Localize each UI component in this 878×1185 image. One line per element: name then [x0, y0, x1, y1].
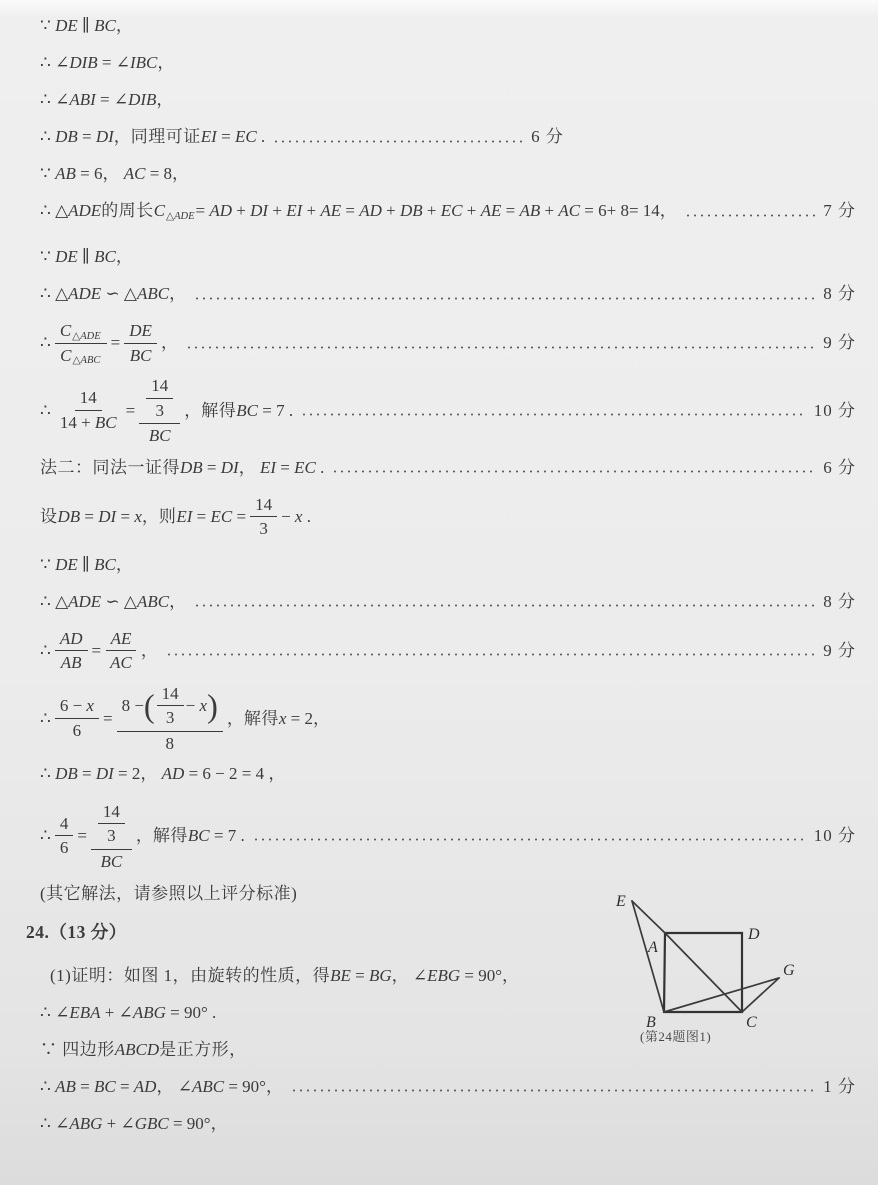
- dots-leader: [194, 604, 815, 607]
- math-text: =: [102, 708, 113, 728]
- cjk-text: 解得: [243, 708, 279, 728]
- math-text: =: [91, 641, 102, 661]
- math-text: =: [125, 400, 136, 420]
- cjk-text: ∵ 四边形: [40, 1039, 115, 1059]
- dots-leader: [291, 1089, 815, 1092]
- solution-line: [40, 590, 856, 614]
- math-text: 4: [59, 813, 69, 833]
- vertex-label-E: E: [616, 893, 626, 910]
- vertex-label-A: A: [648, 939, 658, 956]
- fraction-denominator: [55, 411, 122, 433]
- vertex-label-D: D: [748, 926, 760, 943]
- math-text: 8 −: [121, 696, 144, 716]
- math-text: ∴ AB = BC = AD， ∠ABC = 90°，: [40, 1076, 283, 1096]
- cjk-text: (1)证明：如图 1，由旋转的性质，得: [50, 965, 331, 985]
- fraction-numerator: [117, 683, 223, 732]
- math-text: ，: [160, 333, 178, 353]
- subscript: △ADE: [72, 330, 101, 342]
- fraction-numerator: [124, 321, 157, 344]
- cjk-text: 解得: [201, 400, 237, 420]
- fraction: [146, 376, 173, 420]
- math-text: C: [59, 321, 72, 340]
- math-text: BE = BG， ∠EBG = 90°，: [330, 965, 520, 985]
- fraction-denominator: [151, 399, 170, 421]
- math-text: ∴: [40, 826, 51, 846]
- fraction-denominator: [105, 651, 137, 673]
- math-text: BC: [100, 851, 123, 871]
- vertex-label-G: G: [783, 962, 795, 979]
- math-text: ，: [226, 708, 244, 728]
- fraction-numerator: [106, 629, 137, 652]
- math-text: ∵ DE ∥ BC，: [40, 247, 133, 267]
- math-text: 6: [59, 838, 69, 858]
- fraction-numerator: [98, 802, 125, 825]
- fraction: [124, 321, 157, 365]
- math-text: ABCD: [114, 1039, 160, 1059]
- math-text: BC = 7 .: [187, 826, 245, 846]
- cjk-text: 同理可证: [130, 127, 201, 147]
- subscript: △ADE: [166, 211, 195, 223]
- solution-line: [40, 282, 856, 306]
- score-label: 10 分: [813, 400, 856, 420]
- fraction-numerator: [139, 375, 180, 424]
- math-text: EI = EC =: [176, 507, 247, 527]
- vertex-label-C: C: [746, 1014, 757, 1031]
- fraction-denominator: [55, 344, 106, 366]
- score-label: 8 分: [823, 592, 856, 612]
- math-text: AD: [59, 628, 83, 648]
- solution-line: [40, 553, 856, 577]
- figure-caption: (第24题图1): [640, 1029, 712, 1044]
- math-text: − x .: [281, 507, 311, 527]
- fraction-denominator: [161, 706, 180, 728]
- fraction-denominator: [55, 836, 74, 858]
- fraction-denominator: [96, 850, 128, 872]
- fraction-numerator: [250, 495, 277, 518]
- math-text: = AD + DI + EI + AE = AD + DB + EC + AE = AB + AC = 6+ 8= 14，: [195, 201, 677, 221]
- fraction-denominator: [56, 651, 87, 673]
- fraction-numerator: [91, 801, 132, 850]
- math-text: ∴: [40, 333, 51, 353]
- dots-leader: [253, 838, 806, 841]
- dots-leader: [186, 346, 815, 349]
- math-text: 6: [72, 720, 82, 740]
- fraction-denominator: [102, 824, 121, 846]
- fraction-denominator: [68, 719, 87, 741]
- math-text: ∵ DE ∥ BC，: [40, 555, 133, 575]
- fraction: [98, 802, 125, 846]
- fraction-denominator: [125, 344, 157, 366]
- paren-group: [144, 683, 218, 729]
- math-text: 6 − x: [59, 696, 94, 716]
- math-text: =: [77, 826, 87, 846]
- solution-line: [40, 493, 856, 541]
- score-label: 9 分: [823, 641, 856, 661]
- math-text: ∴ DB = DI，: [40, 127, 131, 147]
- cjk-text: (其它解法，请参照以上评分标准): [40, 883, 298, 903]
- score-label: 10 分: [813, 826, 856, 846]
- subscript: △ABC: [72, 355, 101, 367]
- math-text: DB = DI = x，: [57, 507, 159, 527]
- math-text: C: [153, 201, 166, 221]
- math-text: ∴ ∠DIB = ∠IBC，: [40, 53, 175, 73]
- math-text: ∴ ∠ABI = ∠DIB，: [40, 90, 174, 110]
- math-text: C: [60, 345, 72, 365]
- solution-line: [40, 762, 856, 786]
- math-text: ∴: [40, 641, 51, 661]
- math-text: 3: [107, 826, 116, 846]
- fraction: [55, 388, 122, 432]
- math-text: 8: [165, 734, 174, 754]
- solution-line: [40, 799, 856, 874]
- solution-line: [40, 14, 856, 38]
- fraction-denominator: [254, 517, 273, 539]
- fraction: [139, 375, 180, 446]
- vertex-label-B: B: [646, 1014, 656, 1031]
- math-text: AB: [60, 653, 82, 673]
- math-text: 14 + BC: [59, 412, 117, 432]
- math-text: ∵ DE ∥ BC，: [40, 16, 133, 36]
- fraction: [55, 629, 88, 673]
- dots-leader: [166, 653, 815, 656]
- math-text: ，: [135, 826, 153, 846]
- math-text: DE: [129, 321, 152, 340]
- cjk-text: 的周长: [101, 201, 154, 221]
- math-text: ，: [140, 641, 158, 661]
- math-text: BC: [148, 426, 171, 446]
- score-label: 9 分: [823, 333, 856, 353]
- solution-line: [40, 88, 856, 112]
- math-text: =: [110, 333, 121, 353]
- fraction: [105, 629, 137, 673]
- math-text: BC = 7 .: [236, 400, 294, 420]
- solution-line: [40, 162, 856, 186]
- solution-line: [40, 1111, 856, 1135]
- fraction: [117, 683, 223, 754]
- score-label: 6 分: [531, 127, 564, 147]
- cjk-text: 解得: [152, 826, 188, 846]
- math-text: ∴ ∠ABG + ∠GBC = 90°，: [40, 1113, 228, 1133]
- solution-line: [40, 1074, 856, 1098]
- fraction-numerator: [55, 629, 88, 652]
- math-text: 14: [102, 801, 120, 821]
- score-label: 1 分: [823, 1076, 856, 1096]
- fraction-numerator: [55, 814, 74, 837]
- math-text: ∴: [40, 400, 51, 420]
- fraction: [55, 696, 99, 740]
- score-label: 6 分: [823, 458, 856, 478]
- dots-leader: [273, 140, 523, 143]
- fraction-numerator: [146, 376, 173, 399]
- score-label: 7 分: [823, 201, 856, 221]
- score-label: 8 分: [823, 284, 856, 304]
- fraction: [91, 801, 132, 872]
- left-paren: (: [143, 687, 155, 725]
- solution-line: [40, 319, 856, 367]
- solution-line: [40, 456, 856, 480]
- fraction: [55, 321, 107, 365]
- dots-leader: [194, 297, 815, 300]
- fraction-numerator: [55, 321, 107, 344]
- math-text: ∵ AB = 6， AC = 8，: [40, 164, 190, 184]
- fraction: [55, 814, 74, 858]
- solution-line: [40, 627, 856, 675]
- math-text: ∴ △ADE ∽ △ABC，: [40, 284, 187, 304]
- math-text: AE: [110, 628, 132, 648]
- cjk-text: 24.（13 分）: [26, 922, 127, 943]
- math-text: 14: [161, 683, 179, 703]
- cjk-text: 设: [40, 507, 58, 527]
- cjk-text: 法二：同法一证得: [40, 458, 180, 478]
- solution-line: [40, 373, 856, 448]
- fraction-numerator: [75, 388, 102, 411]
- solution-line: [40, 681, 856, 756]
- math-text: ∴ DB = DI = 2， AD = 6 − 2 = 4 ，: [40, 763, 286, 783]
- math-text: 3: [155, 400, 164, 420]
- fraction-numerator: [157, 684, 184, 707]
- solution-line: [40, 199, 856, 223]
- math-text: 3: [259, 519, 268, 539]
- math-text: BC: [129, 345, 152, 365]
- math-text: 14: [255, 494, 273, 514]
- math-text: 14: [79, 388, 97, 408]
- paren-content: [155, 683, 207, 729]
- dots-leader: [301, 413, 806, 416]
- math-text: AC: [110, 653, 132, 673]
- math-text: EI = EC .: [200, 127, 266, 147]
- math-text: ∴ ∠EBA + ∠ABG = 90° .: [40, 1002, 217, 1022]
- solution-line: [40, 245, 856, 269]
- cjk-text: 则: [158, 507, 177, 527]
- math-text: − x: [185, 696, 208, 716]
- solution-line: [40, 51, 856, 75]
- right-paren: ): [207, 687, 218, 725]
- math-text: 14: [151, 376, 169, 396]
- fraction: [157, 684, 184, 728]
- math-text: ∴ △ADE: [40, 201, 102, 221]
- dots-leader: [685, 214, 815, 217]
- fraction-denominator: [160, 732, 179, 754]
- fraction-denominator: [144, 424, 176, 446]
- math-text: ∴: [40, 708, 51, 728]
- math-text: ，: [184, 400, 202, 420]
- math-text: DB = DI， EI = EC .: [180, 458, 325, 478]
- dots-leader: [332, 470, 815, 473]
- cjk-text: 是正方形，: [159, 1039, 247, 1059]
- math-text: 3: [165, 708, 175, 728]
- problem-24-figure: [578, 868, 876, 1063]
- math-text: ∴ △ADE ∽ △ABC，: [40, 592, 187, 612]
- fraction: [250, 495, 277, 539]
- math-text: x = 2，: [278, 708, 330, 728]
- fraction-numerator: [55, 696, 99, 719]
- solution-line: [40, 125, 856, 149]
